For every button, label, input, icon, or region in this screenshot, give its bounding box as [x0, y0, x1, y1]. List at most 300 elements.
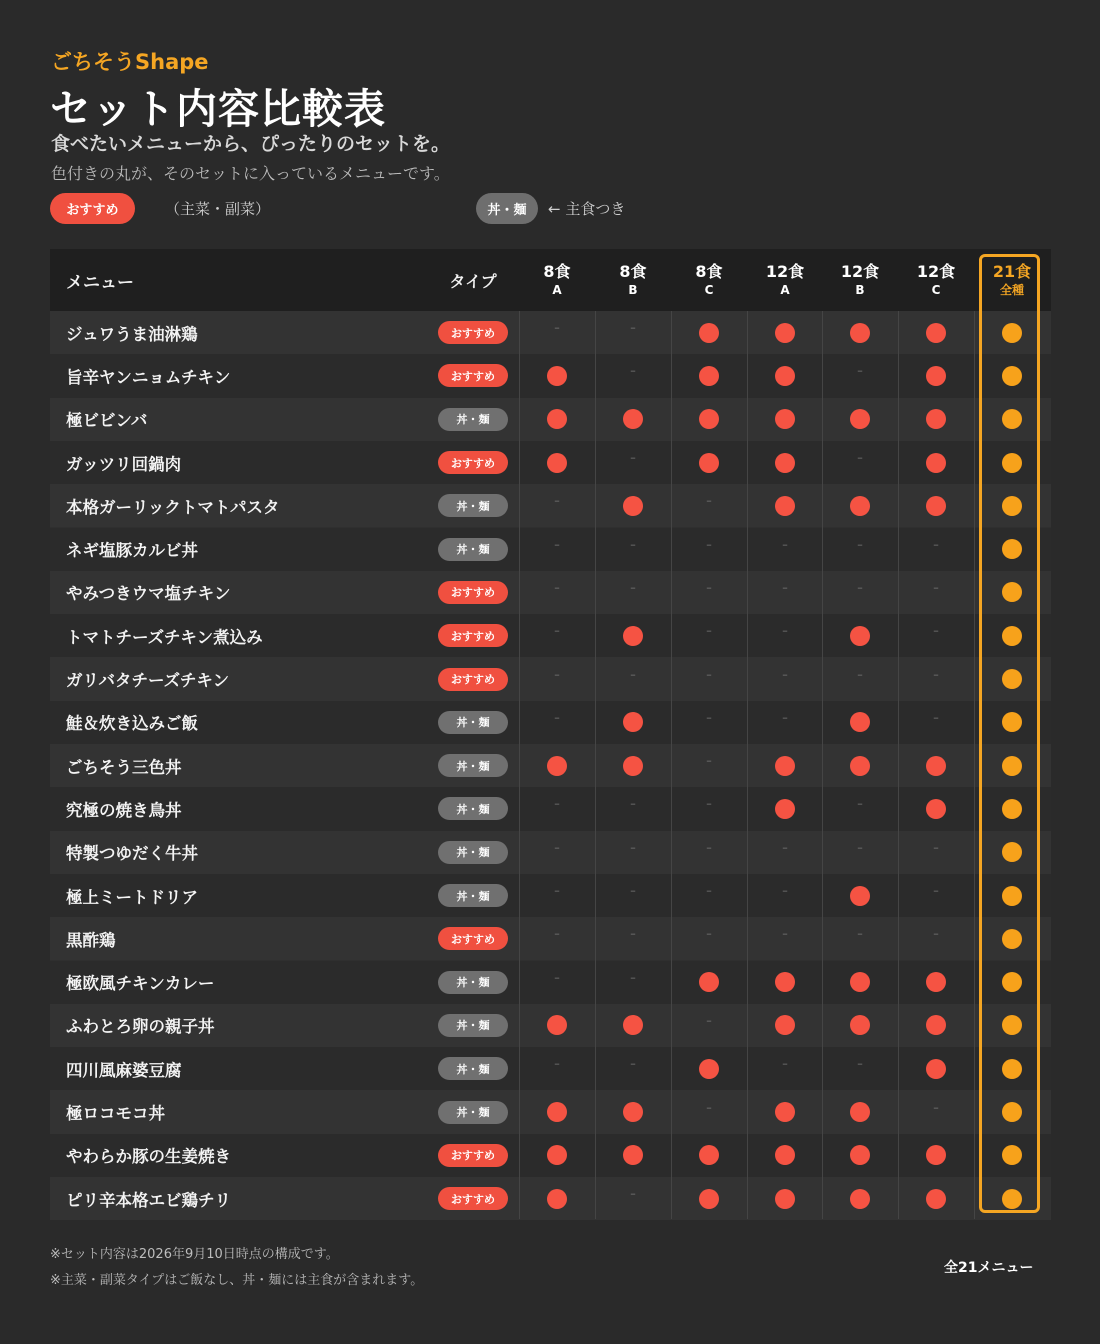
included-dot-icon — [623, 1015, 643, 1035]
set-cell — [898, 917, 974, 960]
set-cell — [671, 961, 747, 1004]
table-row — [50, 311, 1051, 354]
header-set-variant: B — [855, 283, 865, 297]
not-included-dash: – — [554, 710, 560, 724]
set-cell — [898, 484, 974, 527]
set-cell — [671, 874, 747, 917]
page-description: 色付きの丸が、そのセットに入っているメニューです。 — [51, 164, 450, 183]
menu-name: 特製つゆだく牛丼 — [66, 844, 198, 864]
set-cell — [519, 831, 595, 874]
menu-type-cell — [438, 1004, 508, 1047]
set-cell — [822, 917, 898, 960]
table-row — [50, 961, 1051, 1004]
bowl-badge: 丼・麺 — [438, 1014, 508, 1037]
legend-bowl-pill: 丼・麺 — [476, 193, 538, 224]
set-cell — [898, 831, 974, 874]
not-included-dash: – — [630, 580, 636, 594]
set-cell — [671, 787, 747, 830]
menu-name: ごちそう三色丼 — [66, 757, 182, 777]
included-dot-icon — [850, 626, 870, 646]
menu-type-cell — [438, 874, 508, 917]
set-cell — [519, 484, 595, 527]
included-dot-icon — [775, 1189, 795, 1209]
set-cell — [898, 1177, 974, 1220]
menu-name: ネギ塩豚カルビ丼 — [66, 541, 198, 561]
header-set-count: 8食 — [695, 262, 723, 281]
set-cell — [747, 1004, 823, 1047]
included-dot-icon — [775, 756, 795, 776]
included-dot-icon — [699, 1059, 719, 1079]
set-cell — [671, 1134, 747, 1177]
not-included-dash: – — [554, 321, 560, 335]
set-cell — [671, 831, 747, 874]
set-cell — [898, 787, 974, 830]
included-dot-icon — [547, 1145, 567, 1165]
menu-type-cell — [438, 398, 508, 441]
menu-name: やみつきウマ塩チキン — [66, 584, 231, 604]
included-dot-icon — [926, 1189, 946, 1209]
not-included-dash: – — [933, 537, 939, 551]
set-cell — [595, 1177, 671, 1220]
table-row — [50, 744, 1051, 787]
table-row — [50, 571, 1051, 614]
included-dot-icon — [850, 323, 870, 343]
not-included-dash: – — [630, 537, 636, 551]
included-dot-icon — [775, 409, 795, 429]
recommended-badge: おすすめ — [438, 668, 508, 691]
included-dot-icon — [547, 409, 567, 429]
included-dot-icon — [775, 1015, 795, 1035]
table-row — [50, 1177, 1051, 1220]
set-cell — [595, 311, 671, 354]
column-divider — [974, 311, 975, 1219]
recommended-badge: おすすめ — [438, 1187, 508, 1210]
menu-name: 極上ミートドリア — [66, 887, 198, 907]
not-included-dash: – — [857, 580, 863, 594]
not-included-dash: – — [706, 754, 712, 768]
column-divider — [747, 311, 748, 1219]
page-subtitle: 食べたいメニューから、ぴったりのセットを。 — [51, 133, 451, 155]
set-cell — [519, 571, 595, 614]
menu-name: 旨辛ヤンニョムチキン — [66, 367, 231, 387]
set-cell — [519, 1047, 595, 1090]
set-cell — [747, 787, 823, 830]
set-cell — [747, 744, 823, 787]
set-cell — [595, 1090, 671, 1133]
table-row — [50, 441, 1051, 484]
included-dot-icon — [926, 409, 946, 429]
menu-type-cell — [438, 1090, 508, 1133]
header-set-variant: A — [552, 283, 562, 297]
included-dot-icon — [775, 799, 795, 819]
bowl-badge: 丼・麺 — [438, 494, 508, 517]
set-cell — [671, 701, 747, 744]
included-dot-icon — [850, 409, 870, 429]
header-set-variant: 全種 — [999, 283, 1024, 297]
not-included-dash: – — [933, 710, 939, 724]
included-dot-icon — [926, 496, 946, 516]
set-cell — [671, 1177, 747, 1220]
set-cell — [898, 701, 974, 744]
not-included-dash: – — [554, 884, 560, 898]
included-dot-icon — [547, 1102, 567, 1122]
bowl-badge: 丼・麺 — [438, 1101, 508, 1124]
not-included-dash: – — [782, 580, 788, 594]
menu-name: やわらか豚の生姜焼き — [66, 1147, 231, 1167]
not-included-dash: – — [554, 970, 560, 984]
included-dot-icon — [850, 496, 870, 516]
set-cell — [747, 571, 823, 614]
set-cell — [747, 354, 823, 397]
set-cell — [822, 571, 898, 614]
header-set-5 — [898, 249, 974, 311]
set-cell — [595, 744, 671, 787]
not-included-dash: – — [706, 927, 712, 941]
set-cell — [519, 528, 595, 571]
header-set-variant: C — [931, 283, 941, 297]
included-dot-icon — [926, 1145, 946, 1165]
set-cell — [671, 571, 747, 614]
not-included-dash: – — [933, 840, 939, 854]
table-row — [50, 1047, 1051, 1090]
menu-type-cell — [438, 831, 508, 874]
not-included-dash: – — [857, 451, 863, 465]
set-cell — [822, 311, 898, 354]
table-row — [50, 917, 1051, 960]
set-cell — [671, 1090, 747, 1133]
table-row — [50, 484, 1051, 527]
header-type: タイプ — [449, 271, 497, 291]
included-dot-icon — [547, 453, 567, 473]
set-cell — [822, 484, 898, 527]
menu-name: ジュワうま油淋鶏 — [66, 324, 198, 344]
not-included-dash: – — [554, 494, 560, 508]
header-set-0 — [519, 249, 595, 311]
menu-type-cell — [438, 311, 508, 354]
set-cell — [822, 1047, 898, 1090]
not-included-dash: – — [782, 537, 788, 551]
set-cell — [822, 1090, 898, 1133]
bowl-badge: 丼・麺 — [438, 1057, 508, 1080]
set-cell — [822, 961, 898, 1004]
set-cell — [898, 874, 974, 917]
not-included-dash: – — [554, 797, 560, 811]
set-cell — [822, 787, 898, 830]
included-dot-icon — [775, 1145, 795, 1165]
not-included-dash: – — [630, 840, 636, 854]
header-set-3 — [747, 249, 823, 311]
included-dot-icon — [547, 366, 567, 386]
menu-type-cell — [438, 1177, 508, 1220]
included-dot-icon — [547, 1189, 567, 1209]
not-included-dash: – — [706, 667, 712, 681]
table-row — [50, 787, 1051, 830]
header-menu: メニュー — [66, 272, 134, 293]
included-dot-icon — [926, 1059, 946, 1079]
not-included-dash: – — [933, 1100, 939, 1114]
menu-type-cell — [438, 571, 508, 614]
set-cell — [519, 961, 595, 1004]
table-row — [50, 1090, 1051, 1133]
column-divider — [822, 311, 823, 1219]
legend-bowl-desc: ← 主食つき — [548, 199, 626, 218]
set-cell — [747, 441, 823, 484]
set-cell — [519, 398, 595, 441]
not-included-dash: – — [857, 537, 863, 551]
not-included-dash: – — [857, 1057, 863, 1071]
set-cell — [822, 874, 898, 917]
table-row — [50, 831, 1051, 874]
menu-name: トマトチーズチキン煮込み — [66, 627, 263, 647]
set-cell — [671, 441, 747, 484]
included-dot-icon — [926, 453, 946, 473]
set-cell — [747, 701, 823, 744]
bowl-badge: 丼・麺 — [438, 841, 508, 864]
table-row — [50, 614, 1051, 657]
included-dot-icon — [699, 1189, 719, 1209]
menu-name: ガッツリ回鍋肉 — [66, 454, 182, 474]
set-cell — [595, 1004, 671, 1047]
set-cell — [898, 1090, 974, 1133]
header-set-count: 12食 — [916, 262, 956, 281]
brand-name: ごちそうShape — [51, 50, 209, 74]
set-cell — [898, 528, 974, 571]
bowl-badge: 丼・麺 — [438, 754, 508, 777]
column-divider — [519, 311, 520, 1219]
not-included-dash: – — [630, 321, 636, 335]
set-cell — [671, 657, 747, 700]
set-cell — [747, 1090, 823, 1133]
recommended-badge: おすすめ — [438, 364, 508, 387]
set-cell — [519, 614, 595, 657]
set-cell — [595, 874, 671, 917]
set-cell — [519, 441, 595, 484]
menu-type-cell — [438, 354, 508, 397]
set-cell — [898, 441, 974, 484]
recommended-badge: おすすめ — [438, 581, 508, 604]
header-set-count: 8食 — [619, 262, 647, 281]
included-dot-icon — [850, 886, 870, 906]
not-included-dash: – — [933, 884, 939, 898]
header-set-count: 12食 — [765, 262, 805, 281]
menu-name: 四川風麻婆豆腐 — [66, 1060, 182, 1080]
included-dot-icon — [623, 1145, 643, 1165]
comparison-table — [50, 249, 1051, 1219]
set-cell — [595, 701, 671, 744]
set-cell — [822, 354, 898, 397]
set-cell — [671, 311, 747, 354]
set-cell — [519, 744, 595, 787]
set-cell — [519, 1004, 595, 1047]
set-cell — [671, 614, 747, 657]
menu-name: ガリバタチーズチキン — [66, 671, 230, 691]
set-cell — [747, 1134, 823, 1177]
menu-type-cell — [438, 787, 508, 830]
set-cell — [747, 398, 823, 441]
included-dot-icon — [699, 453, 719, 473]
set-cell — [519, 1090, 595, 1133]
included-dot-icon — [926, 799, 946, 819]
not-included-dash: – — [706, 1100, 712, 1114]
total-count: 全21メニュー — [944, 1260, 1034, 1276]
bowl-badge: 丼・麺 — [438, 408, 508, 431]
included-dot-icon — [775, 972, 795, 992]
set-cell — [898, 311, 974, 354]
included-dot-icon — [775, 496, 795, 516]
included-dot-icon — [850, 1015, 870, 1035]
set-cell — [822, 614, 898, 657]
not-included-dash: – — [554, 580, 560, 594]
set-cell — [671, 484, 747, 527]
recommended-badge: おすすめ — [438, 1144, 508, 1167]
not-included-dash: – — [782, 840, 788, 854]
included-dot-icon — [926, 323, 946, 343]
included-dot-icon — [926, 1015, 946, 1035]
not-included-dash: – — [857, 797, 863, 811]
set-cell — [519, 917, 595, 960]
menu-name: 鮭＆炊き込みご飯 — [66, 714, 198, 734]
not-included-dash: – — [706, 580, 712, 594]
not-included-dash: – — [857, 364, 863, 378]
set-cell — [595, 571, 671, 614]
not-included-dash: – — [933, 580, 939, 594]
menu-type-cell — [438, 1047, 508, 1090]
set-cell — [822, 657, 898, 700]
footnote-1: ※セット内容は2026年9月10日時点の構成です。 — [50, 1247, 339, 1262]
menu-name: 極欧風チキンカレー — [66, 974, 215, 994]
set-cell — [595, 831, 671, 874]
set-cell — [595, 1047, 671, 1090]
included-dot-icon — [926, 366, 946, 386]
set-cell — [519, 874, 595, 917]
set-cell — [519, 354, 595, 397]
bowl-badge: 丼・麺 — [438, 971, 508, 994]
not-included-dash: – — [706, 710, 712, 724]
set-cell — [747, 961, 823, 1004]
set-cell — [595, 1134, 671, 1177]
set-cell — [671, 917, 747, 960]
not-included-dash: – — [630, 797, 636, 811]
not-included-dash: – — [630, 364, 636, 378]
set-cell — [898, 744, 974, 787]
recommended-badge: おすすめ — [438, 624, 508, 647]
included-dot-icon — [850, 712, 870, 732]
header-set-variant: C — [704, 283, 714, 297]
set-cell — [747, 874, 823, 917]
footnote-2: ※主菜・副菜タイプはご飯なし、丼・麺には主食が含まれます。 — [50, 1273, 424, 1288]
set-cell — [747, 1047, 823, 1090]
included-dot-icon — [547, 1015, 567, 1035]
table-row — [50, 1004, 1051, 1047]
set-cell — [747, 484, 823, 527]
table-row — [50, 657, 1051, 700]
page-title: セット内容比較表 — [50, 85, 386, 133]
not-included-dash: – — [554, 624, 560, 638]
included-dot-icon — [775, 323, 795, 343]
set-cell — [595, 484, 671, 527]
set-cell — [747, 831, 823, 874]
not-included-dash: – — [554, 667, 560, 681]
included-dot-icon — [775, 1102, 795, 1122]
legend-recommended — [50, 192, 270, 224]
menu-name: 本格ガーリックトマトパスタ — [66, 497, 280, 517]
set-cell — [898, 354, 974, 397]
set-cell — [822, 744, 898, 787]
set-cell — [519, 787, 595, 830]
set-cell — [898, 614, 974, 657]
included-dot-icon — [699, 366, 719, 386]
legend-bowl — [476, 192, 625, 224]
menu-type-cell — [438, 441, 508, 484]
not-included-dash: – — [630, 667, 636, 681]
table-row — [50, 874, 1051, 917]
set-cell — [747, 311, 823, 354]
not-included-dash: – — [782, 710, 788, 724]
header-set-count: 12食 — [840, 262, 880, 281]
set-cell — [747, 917, 823, 960]
menu-name: ふわとろ卵の親子丼 — [66, 1017, 215, 1037]
menu-type-cell — [438, 1134, 508, 1177]
set-cell — [898, 1004, 974, 1047]
set-cell — [671, 1047, 747, 1090]
not-included-dash: – — [782, 1057, 788, 1071]
not-included-dash: – — [630, 927, 636, 941]
included-dot-icon — [699, 409, 719, 429]
set-cell — [898, 398, 974, 441]
set-cell — [671, 398, 747, 441]
included-dot-icon — [926, 972, 946, 992]
menu-name: 極ビビンバ — [66, 411, 148, 431]
table-row — [50, 701, 1051, 744]
not-included-dash: – — [857, 840, 863, 854]
not-included-dash: – — [933, 667, 939, 681]
set-cell — [822, 1134, 898, 1177]
not-included-dash: – — [706, 624, 712, 638]
bowl-badge: 丼・麺 — [438, 711, 508, 734]
menu-name: 究極の焼き鳥丼 — [66, 800, 182, 820]
included-dot-icon — [699, 323, 719, 343]
not-included-dash: – — [706, 537, 712, 551]
menu-type-cell — [438, 701, 508, 744]
not-included-dash: – — [706, 884, 712, 898]
set-cell — [595, 614, 671, 657]
not-included-dash: – — [857, 667, 863, 681]
not-included-dash: – — [630, 1057, 636, 1071]
set-cell — [519, 311, 595, 354]
header-set-4 — [822, 249, 898, 311]
set-cell — [671, 1004, 747, 1047]
not-included-dash: – — [706, 494, 712, 508]
set-cell — [898, 1134, 974, 1177]
menu-name: ピリ辛本格エビ鶏チリ — [66, 1190, 231, 1210]
included-dot-icon — [623, 496, 643, 516]
menu-type-cell — [438, 657, 508, 700]
set-cell — [898, 1047, 974, 1090]
not-included-dash: – — [630, 884, 636, 898]
set-cell — [671, 744, 747, 787]
included-dot-icon — [850, 1189, 870, 1209]
included-dot-icon — [699, 972, 719, 992]
menu-name: 黒酢鶏 — [66, 930, 116, 950]
table-header — [50, 249, 1051, 311]
recommended-badge: おすすめ — [438, 451, 508, 474]
legend-recommended-desc: （主菜・副菜） — [165, 199, 271, 218]
included-dot-icon — [623, 1102, 643, 1122]
not-included-dash: – — [630, 970, 636, 984]
full-set-highlight — [979, 254, 1040, 1213]
menu-type-cell — [438, 614, 508, 657]
included-dot-icon — [850, 1102, 870, 1122]
